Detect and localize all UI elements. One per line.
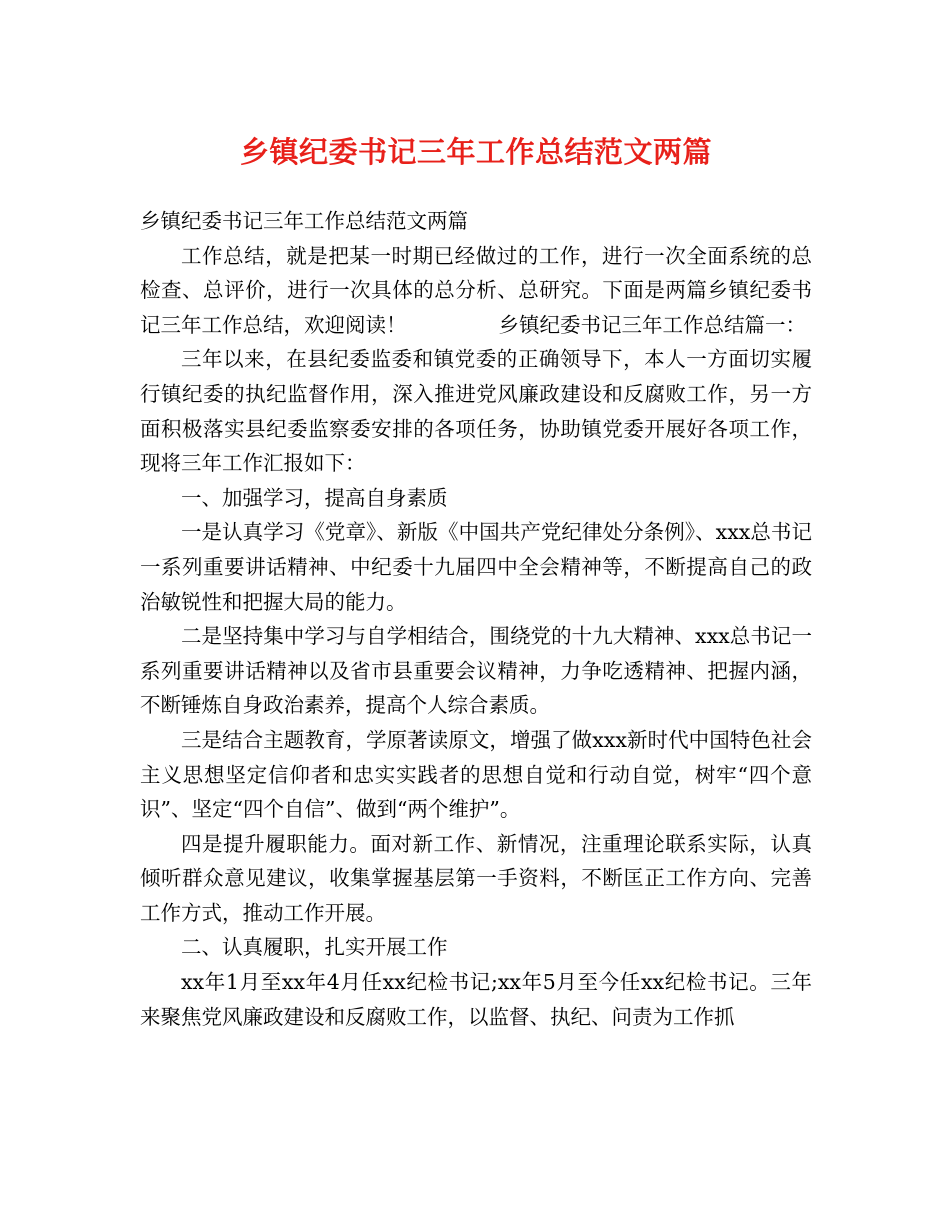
section-heading-part-one: 乡镇纪委书记三年工作总结篇一： <box>498 312 806 337</box>
body-paragraph: 一是认真学习《党章》、新版《中国共产党纪律处分条例》、xxx总书记一系列重要讲话精神、中纪委十九届四中全会精神等，不断提高自己的政治敏锐性和把握大局的能力。 <box>140 520 812 614</box>
intro-text: 工作总结，就是把某一时期已经做过的工作，进行一次全面系统的总检查、总评价，进行一次具体的总分析、总研究。下面是两篇乡镇纪委书记三年工作总结，欢迎阅读！ <box>140 243 812 337</box>
section-heading: 二、认真履职，扎实开展工作 <box>181 935 448 960</box>
body-paragraph: xx年1月至xx年4月任xx纪检书记;xx年5月至今任xx纪检书记。三年来聚焦党风廉政建设和反腐败工作，以监督、执纪、问责为工作抓 <box>140 970 812 1029</box>
document-body <box>140 204 812 1034</box>
document-subtitle: 乡镇纪委书记三年工作总结范文两篇 <box>140 209 468 233</box>
body-paragraph: 三年以来，在县纪委监委和镇党委的正确领导下，本人一方面切实履行镇纪委的执纪监督作用，深入推进党风廉政建设和反腐败工作，另一方面积极落实县纪委监察委安排的各项任务，协助镇党委开展好各项工作，现将三年工作汇报如下： <box>140 347 812 476</box>
body-paragraph: 四是提升履职能力。面对新工作、新情况，注重理论联系实际，认真倾听群众意见建议，收集掌握基层第一手资料，不断匡正工作方向、完善工作方式，推动工作开展。 <box>140 831 812 925</box>
section-heading: 一、加强学习，提高自身素质 <box>181 485 448 510</box>
body-paragraph: 二是坚持集中学习与自学相结合，围绕党的十九大精神、xxx总书记一系列重要讲话精神以及省市县重要会议精神，力争吃透精神、把握内涵，不断锤炼自身政治素养，提高个人综合素质。 <box>140 624 812 718</box>
document-title: 乡镇纪委书记三年工作总结范文两篇 <box>239 135 712 169</box>
intro-paragraph <box>140 239 812 343</box>
body-paragraph: 三是结合主题教育，学原著读原文，增强了做xxx新时代中国特色社会主义思想坚定信仰者和忠实实践者的思想自觉和行动自觉，树牢“四个意识”、坚定“四个自信”、做到“两个维护”。 <box>140 727 812 822</box>
